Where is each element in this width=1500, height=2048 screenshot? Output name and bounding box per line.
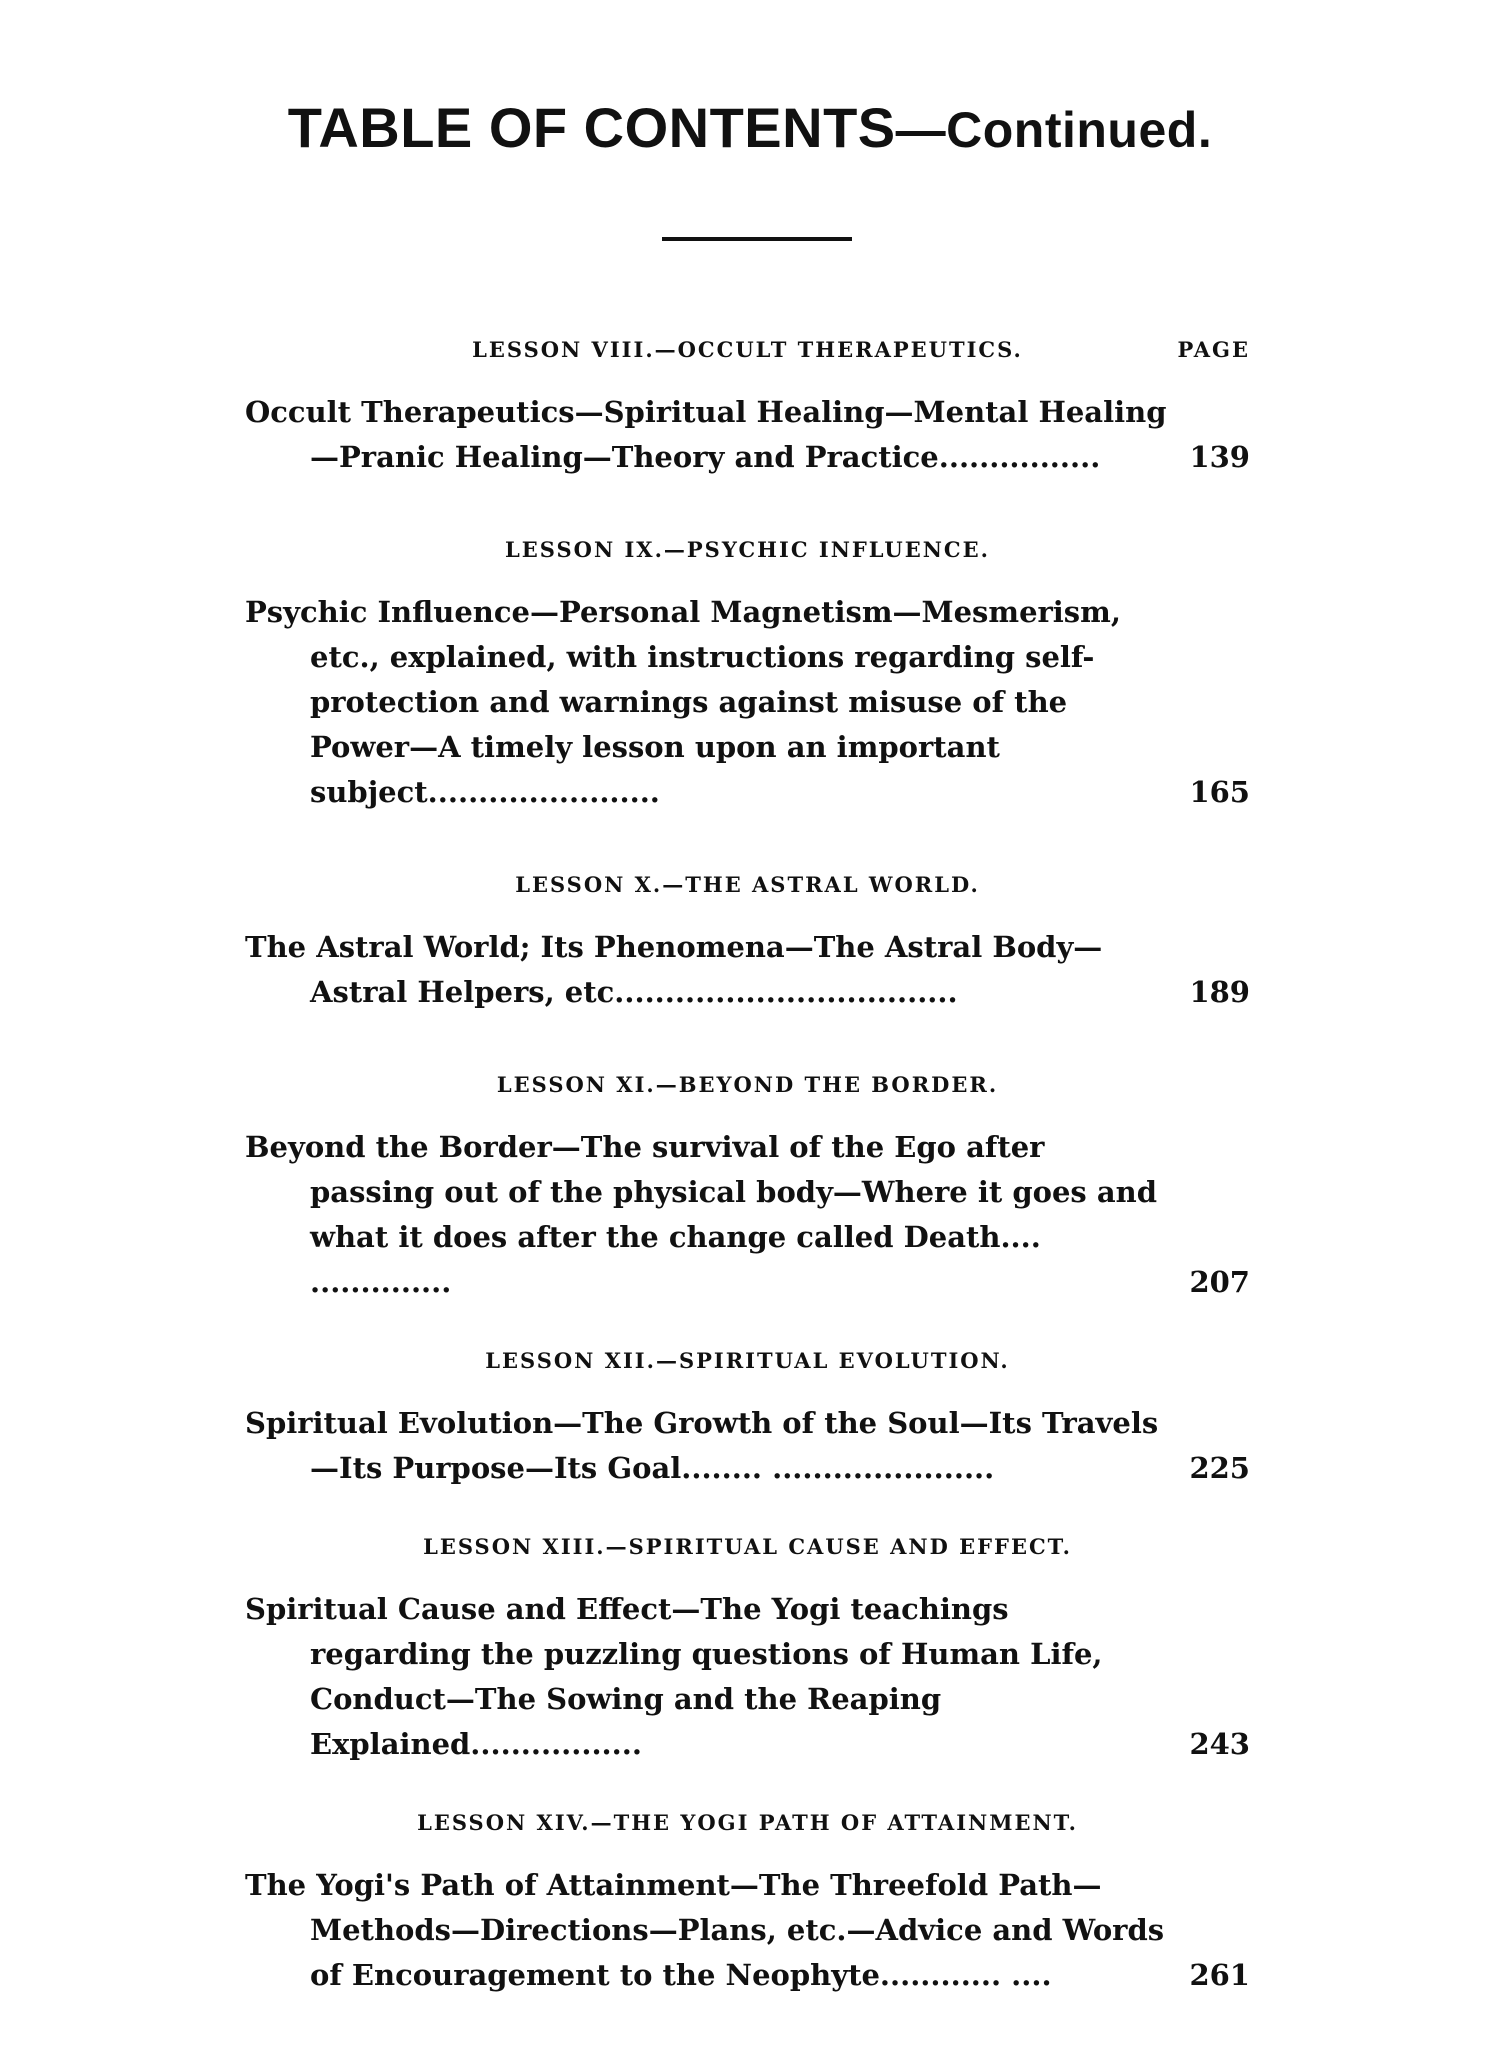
lesson-section — [245, 865, 1250, 1015]
page-number: 207 — [1189, 1265, 1250, 1299]
lesson-heading-text: LESSON XIII.—SPIRITUAL CAUSE AND EFFECT. — [423, 1534, 1072, 1559]
lesson-entry-text: Occult Therapeutics—Spiritual Healing—Mental Healing—Pranic Healing—Theory and Practice................ — [245, 395, 1167, 474]
lesson-entry — [245, 1863, 1250, 1998]
lesson-entry — [245, 1587, 1250, 1767]
lesson-section — [245, 1065, 1250, 1305]
lesson-entry-text: The Yogi's Path of Attainment—The Threefold Path—Methods—Directions—Plans, etc.—Advice and Words of Encouragement to the Neophyte............ .... — [245, 1868, 1165, 1992]
title-main: TABLE OF CONTENTS — [287, 96, 896, 159]
lesson-entry-text: Spiritual Cause and Effect—The Yogi teachings regarding the puzzling questions of Human Life, Conduct—The Sowing and the Reaping Explained................. — [245, 1592, 1103, 1761]
lesson-heading — [245, 1341, 1250, 1401]
page-title — [0, 95, 1500, 160]
lesson-heading-text: LESSON XII.—SPIRITUAL EVOLUTION. — [485, 1348, 1010, 1373]
lesson-entry-text: Spiritual Evolution—The Growth of the Soul—Its Travels—Its Purpose—Its Goal........ ...................... — [245, 1406, 1159, 1485]
table-of-contents — [245, 330, 1250, 2048]
lesson-entry-text: Beyond the Border—The survival of the Ego after passing out of the physical body—Where it goes and what it does after the change called Death.... .............. — [245, 1130, 1158, 1299]
lesson-section — [245, 1341, 1250, 1491]
lesson-heading-text: LESSON VIII.—OCCULT THERAPEUTICS. — [472, 337, 1023, 362]
title-continued: —Continued. — [895, 102, 1213, 158]
page-number: 243 — [1189, 1727, 1250, 1761]
lesson-section — [245, 330, 1250, 480]
lesson-entry — [245, 1401, 1250, 1491]
lesson-heading — [245, 530, 1250, 590]
lesson-heading-text: LESSON X.—THE ASTRAL WORLD. — [515, 872, 980, 897]
lesson-heading — [245, 1803, 1250, 1863]
lesson-section — [245, 1527, 1250, 1767]
lesson-entry — [245, 590, 1250, 815]
title-divider — [662, 237, 852, 241]
lesson-heading-text: LESSON IX.—PSYCHIC INFLUENCE. — [505, 537, 990, 562]
page-number: 165 — [1189, 775, 1250, 809]
lesson-heading — [245, 865, 1250, 925]
lesson-entry — [245, 390, 1250, 480]
lesson-entry-text: Psychic Influence—Personal Magnetism—Mesmerism, etc., explained, with instructions regarding self-protection and warnings against misuse of the Power—A timely lesson upon an important subject....................... — [245, 595, 1121, 809]
page-number: 261 — [1189, 1958, 1250, 1992]
lesson-entry — [245, 925, 1250, 1015]
lesson-heading — [245, 1527, 1250, 1587]
page-number: 139 — [1189, 440, 1250, 474]
lesson-heading-text: LESSON XIV.—THE YOGI PATH OF ATTAINMENT. — [417, 1810, 1078, 1835]
lesson-section — [245, 530, 1250, 815]
lesson-heading-text: LESSON XI.—BEYOND THE BORDER. — [496, 1072, 999, 1097]
lesson-heading — [245, 1065, 1250, 1125]
lesson-heading — [245, 330, 1250, 390]
lesson-entry-text: The Astral World; Its Phenomena—The Astral Body—Astral Helpers, etc.................................. — [245, 930, 1103, 1009]
lesson-section — [245, 1803, 1250, 1998]
page-number: 189 — [1189, 975, 1250, 1009]
page-column-label: PAGE — [1177, 337, 1250, 362]
lesson-entry — [245, 1125, 1250, 1305]
page-number: 225 — [1189, 1451, 1250, 1485]
